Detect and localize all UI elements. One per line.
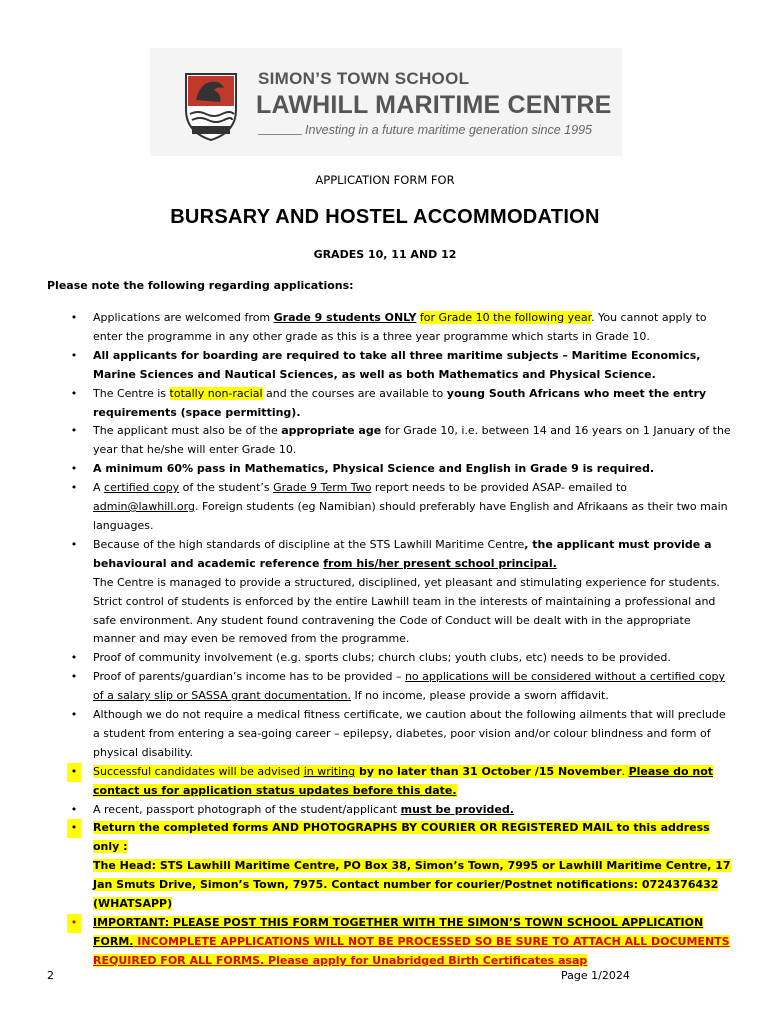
bullet-icon: • [70, 802, 78, 816]
list-item [70, 309, 733, 347]
bullet-icon: • [67, 914, 81, 933]
text-run: totally non-racial [169, 386, 263, 400]
list-item [70, 668, 733, 706]
text-run: Because of the high standards of discipline at the STS Lawhill Maritime Centre [93, 537, 525, 551]
centre-name: LAWHILL MARITIME CENTRE [256, 91, 612, 119]
list-item [70, 385, 733, 423]
bullet-icon: • [70, 386, 78, 400]
text-run: A recent, passport photograph of the student/applicant [93, 802, 401, 816]
list-item [70, 914, 733, 971]
text-run: from his/her present school principal. [323, 556, 557, 570]
text-run: for Grade 10, i.e. between 14 and 16 years on 1 January of the year that he/she will enter Grade 10. [93, 424, 731, 457]
text-run: . You cannot apply to enter the programme in any other grade as this is a three year programme which starts in Grade 10. [93, 311, 707, 343]
list-item [70, 819, 733, 914]
list-item [70, 460, 733, 479]
tagline-rule [258, 134, 302, 135]
text-run: . [621, 764, 629, 778]
footer-page-label: Page 1/2024 [561, 969, 630, 982]
bullet-icon: • [70, 311, 78, 324]
list-item [70, 801, 733, 820]
text-run: Return the completed forms AND PHOTOGRAPHS BY COURIER OR REGISTERED MAIL to this address only : [93, 821, 710, 854]
text-run: The applicant must also be of the [93, 424, 282, 438]
tagline: Investing in a future maritime generation since 1995 [305, 123, 592, 137]
text-run: Although we do not require a medical fitness certificate, we caution about the following ailments that will preclude a student from entering a sea-going career – epilepsy, diabetes, poor vision and/or colour blindness and form of physical disability. [93, 708, 726, 759]
bullet-icon: • [70, 424, 78, 438]
bullet-icon: • [70, 481, 78, 495]
text-run: for Grade 10 the following year [419, 311, 592, 324]
bullet-icon: • [70, 348, 78, 362]
text-run: appropriate age [281, 424, 382, 438]
list-item [70, 347, 733, 385]
text-run: certified copy [104, 481, 180, 495]
grades-heading: GRADES 10, 11 AND 12 [313, 248, 457, 261]
text-run: The Centre is managed to provide a structured, disciplined, yet pleasant and stimulating experience for students. Strict control of students is enforced by the entire Lawhill team in the interests of maintaining a professional and safe environment. Any student found contravening the Code of Conduct will be dealt with in the appropriate manner and may even be removed from the programme. [93, 575, 720, 646]
text-run[interactable]: admin@lawhill.org [93, 500, 195, 514]
text-run: Grade 9 students ONLY [273, 311, 417, 324]
list-item [70, 479, 733, 536]
bullet-icon: • [67, 819, 81, 838]
bullet-icon: • [67, 763, 81, 782]
bullet-icon: • [70, 708, 78, 722]
text-run: All applicants for boarding are required to take all three maritime subjects – Maritime Economics, Marine Sciences and Nautical Sciences, as well as both Mathematics and Physical Science. [93, 348, 701, 381]
text-run: Proof of community involvement (e.g. sports clubs; church clubs; youth clubs, etc) needs to be provided. [93, 651, 671, 665]
text-run: , the applicant must provide a behavioural and academic reference [93, 537, 712, 570]
list-item [70, 536, 733, 649]
text-run: Applications are welcomed from [93, 311, 274, 324]
text-run: report needs to be provided ASAP- emailed to [371, 481, 628, 495]
text-run: Successful candidates will be advised [93, 764, 304, 778]
school-crest-icon [182, 70, 240, 142]
bullet-icon: • [70, 670, 78, 684]
bullet-icon: • [70, 537, 78, 551]
school-name: SIMON’S TOWN SCHOOL [258, 69, 470, 88]
list-item [70, 706, 733, 763]
text-run: young South Africans who meet the entry requirements (space permitting). [93, 386, 707, 419]
note-heading: Please note the following regarding applications: [47, 279, 354, 292]
text-run: by no later than 31 October /15 November [355, 764, 622, 778]
text-run: IMPORTANT: PLEASE POST THIS FORM TOGETHER WITH THE SIMON’S TOWN SCHOOL APPLICATION FORM. [93, 916, 704, 948]
text-run: If no income, please provide a sworn affidavit. [350, 689, 609, 703]
list-item [70, 422, 733, 460]
footer-number: 2 [47, 969, 54, 982]
text-run: no applications will be considered without a certified copy of a salary slip or SASSA grant documentation. [93, 670, 726, 703]
list-item [70, 763, 733, 801]
text-run: The Centre is [93, 386, 170, 400]
school-logo [150, 48, 622, 156]
bullet-icon: • [70, 651, 78, 665]
text-run: . Foreign students (eg Namibian) should preferably have English and Afrikaans as their two main languages. [93, 500, 728, 532]
bullet-icon: • [70, 462, 78, 476]
text-run: INCOMPLETE APPLICATIONS WILL NOT BE PROCESSED SO BE SURE TO ATTACH ALL DOCUMENTS REQUIRED FOR ALL FORMS. Please apply for Unabridged Birth Certificates asap [93, 934, 730, 967]
text-run: in writing [303, 764, 356, 778]
text-run: A minimum 60% pass in Mathematics, Physical Science and English in Grade 9 is required. [93, 462, 655, 476]
text-run: The Head: STS Lawhill Maritime Centre, PO Box 38, Simon’s Town, 7995 or Lawhill Maritime Centre, 17 Jan Smuts Drive, Simon’s Town, 7975. Contact number for courier/Postnet notifications: 0724376432 (WHATSAPP) [93, 859, 731, 911]
text-run: Proof of parents/guardian’s income has to be provided – [93, 670, 405, 684]
requirements-list [70, 309, 733, 971]
text-run: of the student’s [179, 481, 274, 495]
form-subtitle: APPLICATION FORM FOR [315, 173, 455, 187]
text-run: A [93, 481, 105, 495]
list-item [70, 649, 733, 668]
page-title: BURSARY AND HOSTEL ACCOMMODATION [170, 206, 600, 228]
text-run: Grade 9 Term Two [273, 481, 372, 495]
text-run: and the courses are available to [262, 386, 447, 400]
text-run: Please do not contact us for application status updates before this date. [93, 764, 714, 797]
text-run: must be provided. [400, 802, 514, 816]
